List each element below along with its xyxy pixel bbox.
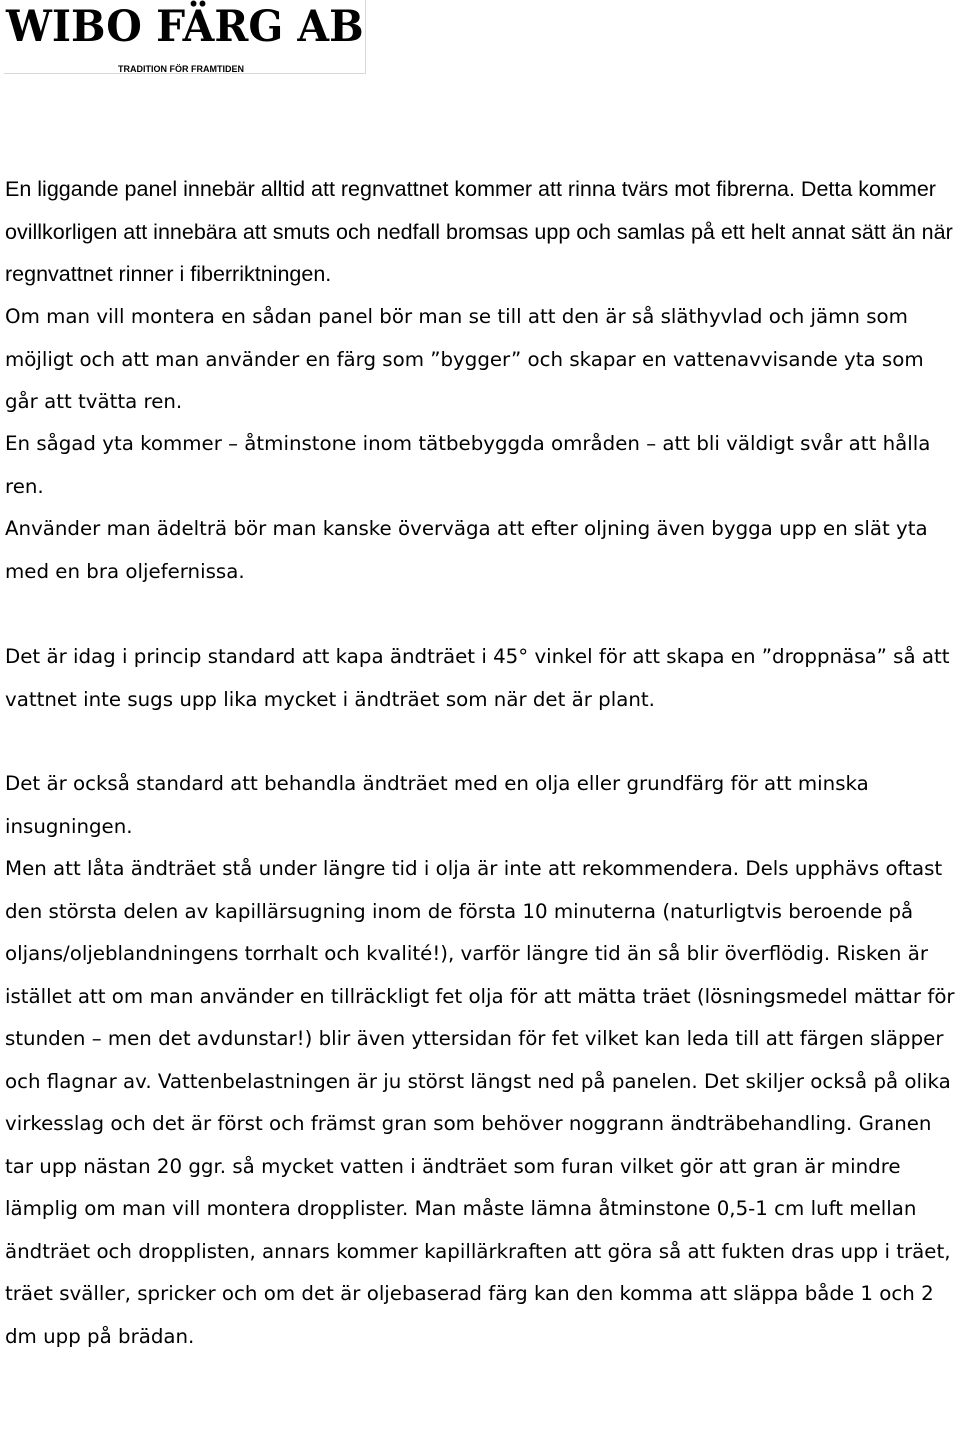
intro-paragraph: En liggande panel innebär alltid att regnvattnet kommer att rinna tvärs mot fibrerna. Detta kommer ovillkorligen att innebära att smuts och nedfall bromsas upp och samlas på ett helt annat sätt än när regnvattnet rinner i fiberriktningen. — [5, 177, 953, 286]
company-logo — [4, 0, 366, 74]
paragraph-smooth-panel: Om man vill montera en sådan panel bör man se till att den är så släthyvlad och jämn som möjligt och att man använder en färg som ”bygger” och skapar en vattenavvisande yta som går att tvätta ren. — [5, 305, 924, 413]
paragraph-end-grain-treatment: Det är också standard att behandla ändträet med en olja eller grundfärg för att minska insugningen. — [5, 772, 869, 838]
logo-name: WIBO FÄRG AB — [6, 2, 364, 52]
paragraph-hardwood: Använder man ädelträ bör man kanske överväga att efter oljning även bygga upp en slät yta med en bra oljefernissa. — [5, 517, 928, 583]
logo-tagline: TRADITION FÖR FRAMTIDEN — [118, 64, 244, 74]
paragraph-drip-nose: Det är idag i princip standard att kapa ändträet i 45° vinkel för att skapa en ”droppnäsa” så att vattnet inte sugs upp lika mycket i ändträet som när det är plant. — [5, 645, 950, 711]
paragraph-sawn-surface: En sågad yta kommer – åtminstone inom tätbebyggda områden – att bli väldigt svår att hålla ren. — [5, 432, 931, 498]
paragraph-oil-soaking: Men att låta ändträet stå under längre tid i olja är inte att rekommendera. Dels upphävs oftast den största delen av kapillärsugning inom de första 10 minuterna (naturligtvis beroende på oljans/oljeblandningens torrhalt och kvalité!), varför längre tid än så blir överflödig. Risken är istället att om man använder en tillräckligt fet olja för att mätta träet (lösningsmedel mättar för stunden – men det avdunstar!) blir även yttersidan för fet vilket kan leda till att färgen släpper och flagnar av. Vattenbelastningen är ju störst längst ned på panelen. Det skiljer också på olika virkesslag och det är först och främst gran som behöver noggrann ändträbehandling. Granen tar upp nästan 20 ggr. så mycket vatten i ändträet som furan vilket gör att gran är mindre lämplig om man vill montera dropplister. Man måste lämna åtminstone 0,5-1 cm luft mellan ändträet och dropplisten, annars kommer kapillärkraften att göra så att fukten dras upp i träet, träet sväller, spricker och om det är oljebaserad färg kan den komma att släppa både 1 och 2 dm upp på brädan. — [5, 857, 955, 1348]
